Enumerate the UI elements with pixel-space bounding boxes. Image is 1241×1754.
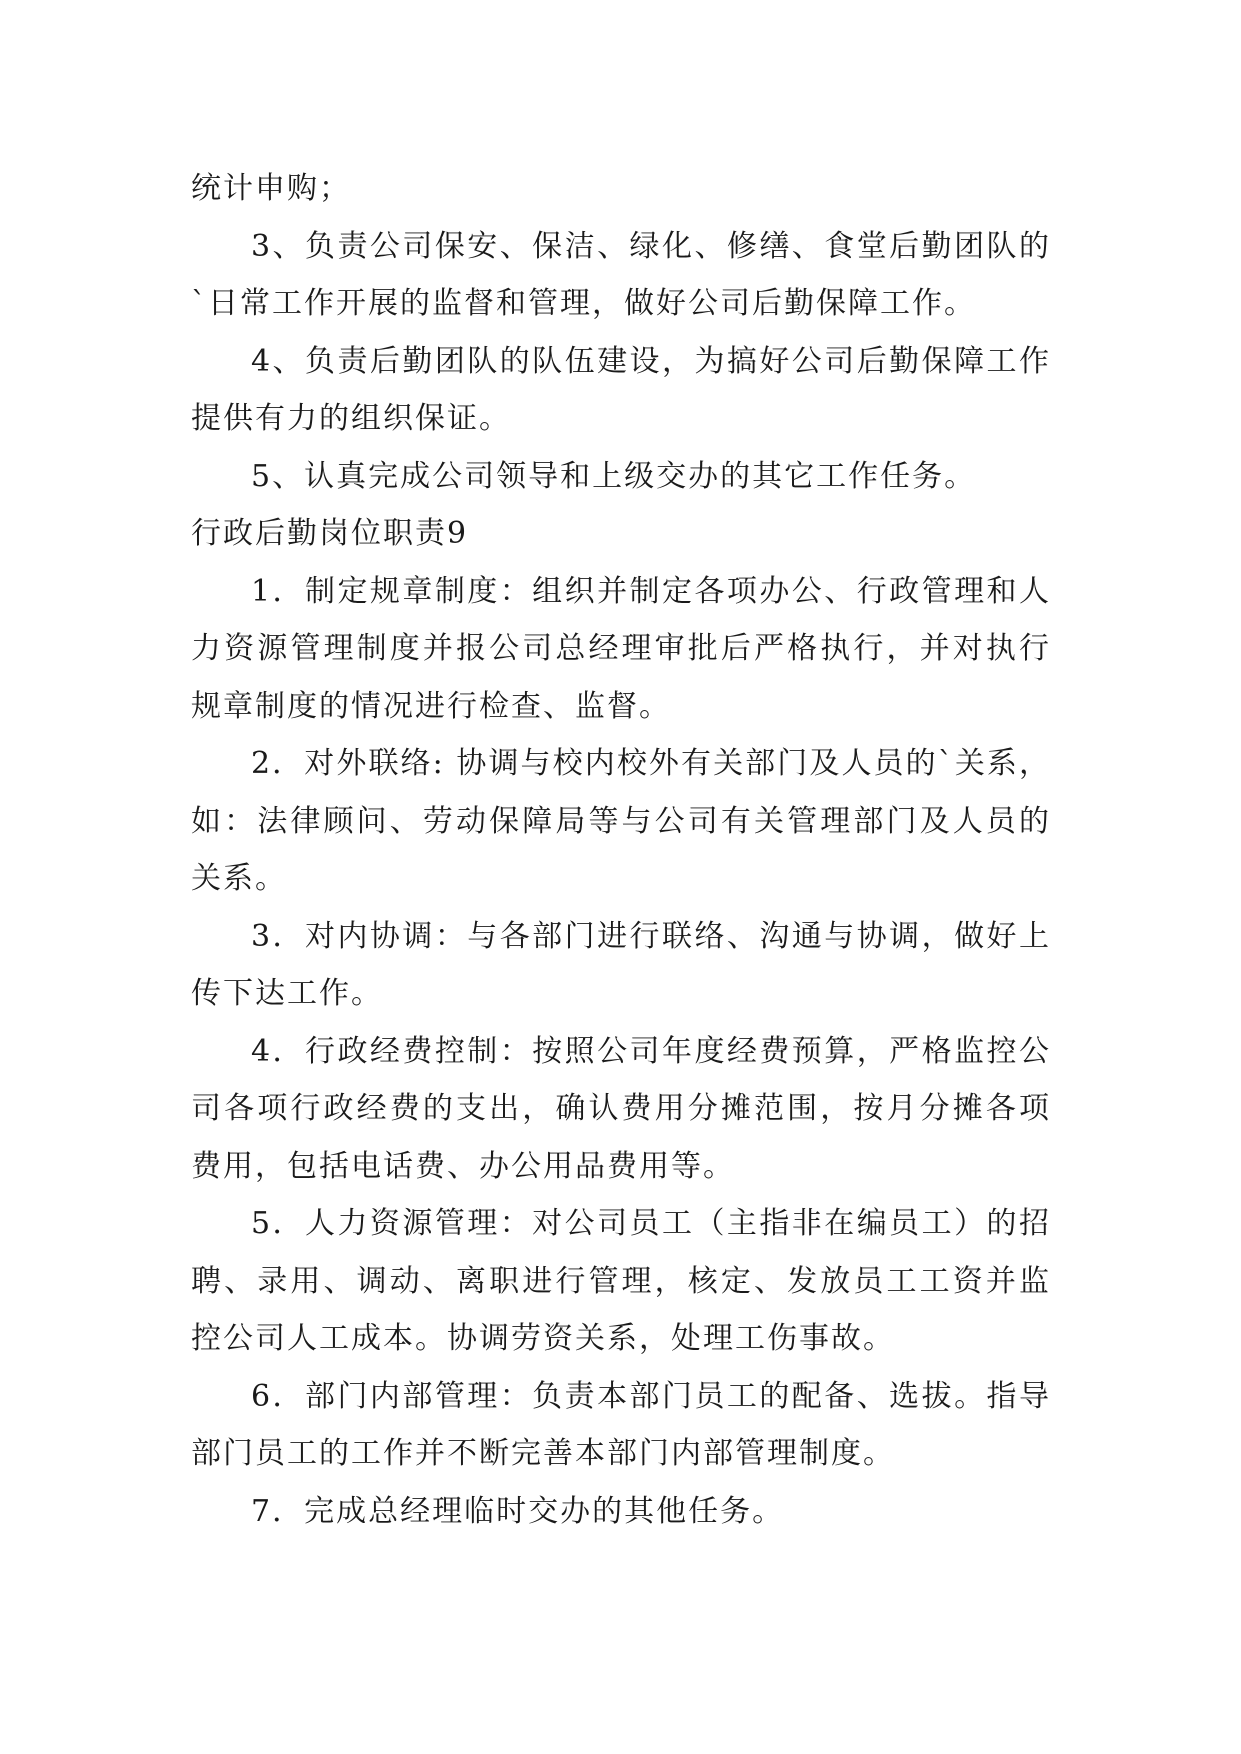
document-body [191, 160, 1051, 1540]
paragraph-duty-6: 6．部门内部管理：负责本部门员工的配备、选拔。指导部门员工的工作并不断完善本部门内部管理制度。 [191, 1378, 1051, 1471]
paragraph-continuation: 统计申购； [191, 171, 351, 206]
paragraph-duty-4: 4．行政经费控制：按照公司年度经费预算，严格监控公司各项行政经费的支出，确认费用分摊范围，按月分摊各项费用，包括电话费、办公用品费用等。 [191, 1033, 1051, 1184]
paragraph-duty-5: 5．人力资源管理：对公司员工（主指非在编员工）的招聘、录用、调动、离职进行管理，核定、发放员工工资并监控公司人工成本。协调劳资关系，处理工伤事故。 [191, 1206, 1051, 1356]
paragraph-item-5: 5、认真完成公司领导和上级交办的其它工作任务。 [251, 458, 977, 494]
paragraph-item-3: 3、负责公司保安、保洁、绿化、修缮、食堂后勤团队的`日常工作开展的监督和管理，做好公司后勤保障工作。 [191, 228, 1051, 321]
paragraph-duty-1: 1．制定规章制度：组织并制定各项办公、行政管理和人力资源管理制度并报公司总经理审批后严格执行，并对执行规章制度的情况进行检查、监督。 [191, 573, 1051, 724]
paragraph-item-4: 4、负责后勤团队的队伍建设，为搞好公司后勤保障工作提供有力的组织保证。 [191, 343, 1051, 436]
paragraph-duty-7: 7．完成总经理临时交办的其他任务。 [251, 1493, 785, 1529]
section-heading: 行政后勤岗位职责9 [191, 516, 469, 551]
paragraph-duty-3: 3．对内协调：与各部门进行联络、沟通与协调，做好上传下达工作。 [191, 918, 1051, 1011]
paragraph-duty-2: 2．对外联络: 协调与校内校外有关部门及人员的`关系，如：法律顾问、劳动保障局等与公司有关管理部门及人员的关系。 [191, 746, 1051, 896]
